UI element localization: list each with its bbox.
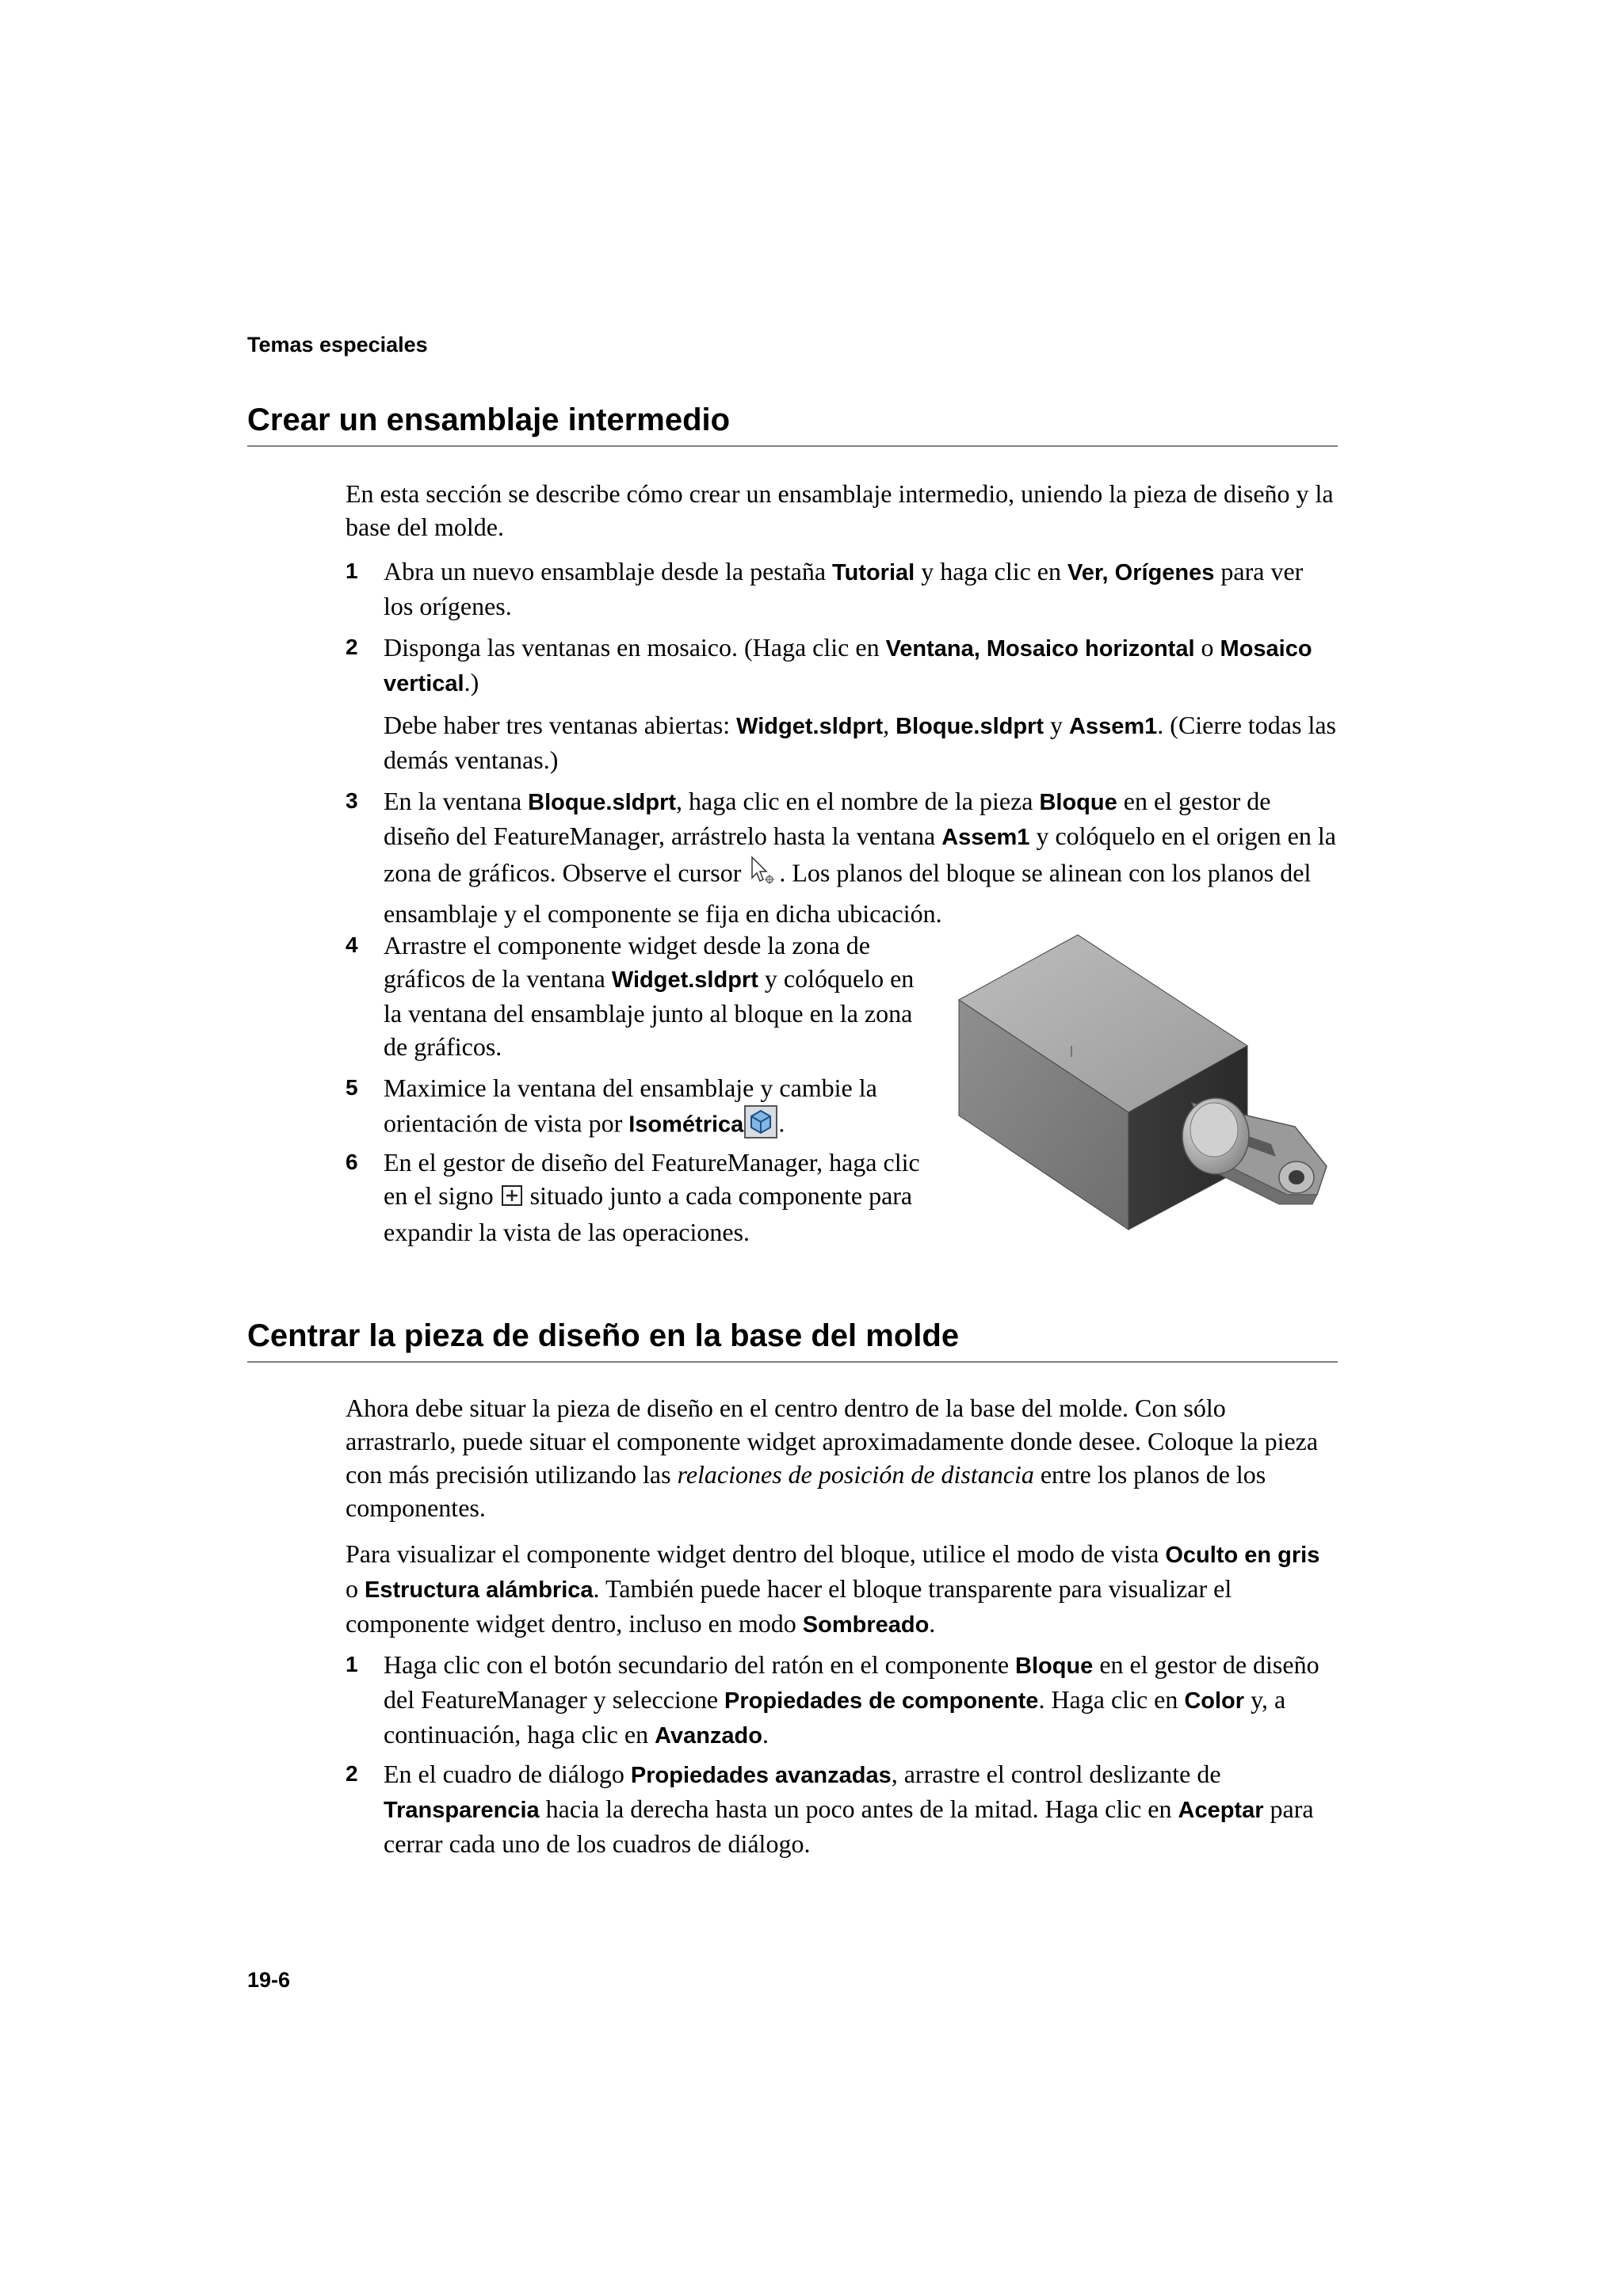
step-2: 2 Disponga las ventanas en mosaico. (Haga clic en Ventana, Mosaico horizontal o Mosaico vertical.) <box>346 633 1312 696</box>
paragraph-visualizar: Para visualizar el componente widget dentro del bloque, utilice el modo de vista Oculto en gris o Estructura alámbrica. También puede hacer el bloque transparente para visualizar el componente widget dentro, incluso en modo Sombreado. <box>346 1539 1320 1638</box>
expand-plus-icon <box>500 1182 524 1215</box>
s2-step-2: 2 En el cuadro de diálogo Propiedades avanzadas, arrastre el control deslizante de Transparencia hacia la derecha hasta un poco antes de la mitad. Haga clic en Aceptar para cerrar cada uno de los cuadros de diálogo. <box>346 1760 1314 1858</box>
step-4: 4 Arrastre el componente widget desde la zona de gráficos de la ventana Widget.sldprt y colóquelo en la ventana del ensamblaje junto al bloque en la zona de gráficos. <box>346 931 915 1061</box>
section-rule <box>247 445 1338 447</box>
cursor-fix-icon <box>747 854 779 897</box>
block-widget-figure <box>954 929 1331 1233</box>
section-title-crear-ensamblaje: Crear un ensamblaje intermedio <box>247 402 731 437</box>
step-5: 5 Maximice la ventana del ensamblaje y cambie la orientación de vista por Isométrica . <box>346 1071 932 1147</box>
step-1: 1 Abra un nuevo ensamblaje desde la pestaña Tutorial y haga clic en Ver, Orígenes para ver los orígenes. <box>346 557 1304 620</box>
s2-step-1: 1 Haga clic con el botón secundario del ratón en el componente Bloque en el gestor de diseño del FeatureManager y seleccione Propiedades de componente. Haga clic en Color y, a continuación, haga clic en Avanzado. <box>346 1650 1319 1749</box>
step-2-note: Debe haber tres ventanas abiertas: Widget.sldprt, Bloque.sldprt y Assem1. (Cierre todas las demás ventanas.) <box>384 711 1336 774</box>
step-6: 6 En el gestor de diseño del FeatureManager, haga clic en el signo situado junto a cada componente para expandir la vista de las operaciones. <box>346 1148 920 1246</box>
paragraph-posicion: Ahora debe situar la pieza de diseño en el centro dentro de la base del molde. Con sólo arrastrarlo, puede situar el componente widget aproximadamente donde desee. Coloque la pieza con más precisión utilizando las relaciones de posición de distancia entre los planos de los componentes. <box>346 1394 1319 1522</box>
page-number: 19-6 <box>247 1968 291 1992</box>
isometric-view-icon <box>743 1104 778 1147</box>
section-rule <box>247 1361 1338 1363</box>
step-3: 3 En la ventana Bloque.sldprt, haga clic en el nombre de la pieza Bloque en el gestor de diseño del FeatureManager, arrástrelo hasta la ventana Assem1 y colóquelo en el origen en la zona de gráficos. Observe el cursor . Los planos del bloque se alinean con los planos del ensamblaje y el componente se fija en dicha ubicación. <box>346 787 1336 928</box>
intro-paragraph: En esta sección se describe cómo crear un ensamblaje intermedio, uniendo la pieza de diseño y la base del molde. <box>346 479 1334 541</box>
section-title-centrar-pieza: Centrar la pieza de diseño en la base del molde <box>247 1318 960 1353</box>
running-head: Temas especiales <box>247 333 428 357</box>
